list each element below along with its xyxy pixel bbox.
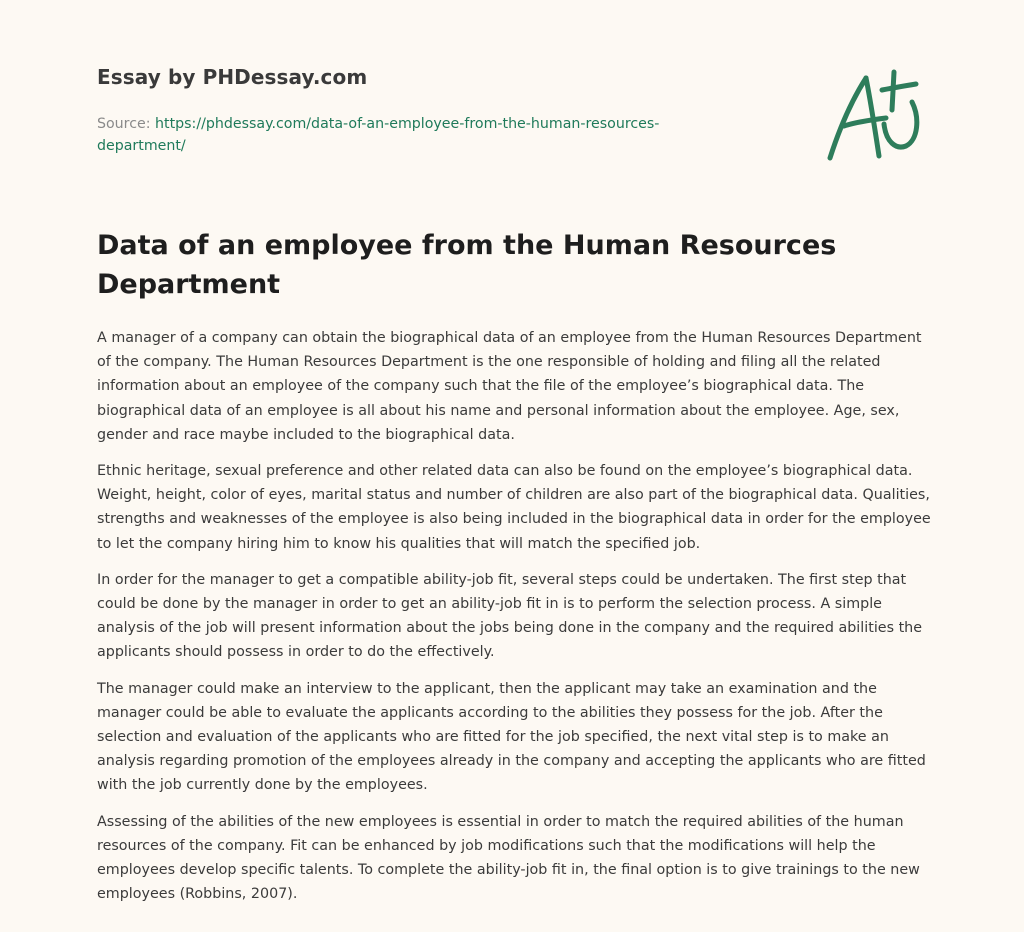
essay-paragraph: A manager of a company can obtain the biographical data of an employee from the Human Resources Department of the company. The Human Resources Department is the one responsible of holding and filing all the related information about an employee of the company such that the file of the employee’s biographical data. The biographical data of an employee is all about his name and personal information about the employee. Age, sex, gender and race maybe included to the biographical data. <box>97 330 922 443</box>
a-plus-grade-icon <box>826 68 926 163</box>
essay-body <box>97 326 937 918</box>
essay-paragraph: The manager could make an interview to the applicant, then the applicant may take an examination and the manager could be able to evaluate the applicants according to the abilities they possess for the job. After the selection and evaluation of the applicants who are fitted for the job specified, the next vital step is to make an analysis regarding promotion of the employees already in the company and accepting the applicants who are fitted with the job currently done by the employees. <box>97 680 926 794</box>
source-line <box>97 113 737 157</box>
source-label: Source: <box>97 116 156 132</box>
essay-paragraph: Ethnic heritage, sexual preference and other related data can also be found on the employee’s biographical data. Weight, height, color of eyes, marital status and number of children are also part of the biographical data. Qualities, strengths and weaknesses of the employee is also being included in the biographical data in order for the employee to let the company hiring him to know his qualities that will match the specified job. <box>97 463 931 552</box>
site-brand: Essay by PHDessay.com <box>97 65 368 89</box>
essay-title: Data of an employee from the Human Resources Department <box>97 230 837 300</box>
essay-paragraph: Assessing of the abilities of the new employees is essential in order to match the required abilities of the human resources of the company. Fit can be enhanced by job modifications such that the modifications will help the employees develop specific talents. To complete the ability-job fit in, the final option is to give trainings to the new employees (Robbins, 2007). <box>97 813 920 903</box>
source-link[interactable]: https://phdessay.com/data-of-an-employee-from-the-human-resources-department/ <box>97 116 660 154</box>
essay-paragraph: In order for the manager to get a compatible ability-job fit, several steps could be undertaken. The first step that could be done by the manager in order to get an ability-job fit in is to perform the selection process. A simple analysis of the job will present information about the jobs being done in the company and the required abilities the applicants should possess in order to do the effectively. <box>97 571 923 661</box>
